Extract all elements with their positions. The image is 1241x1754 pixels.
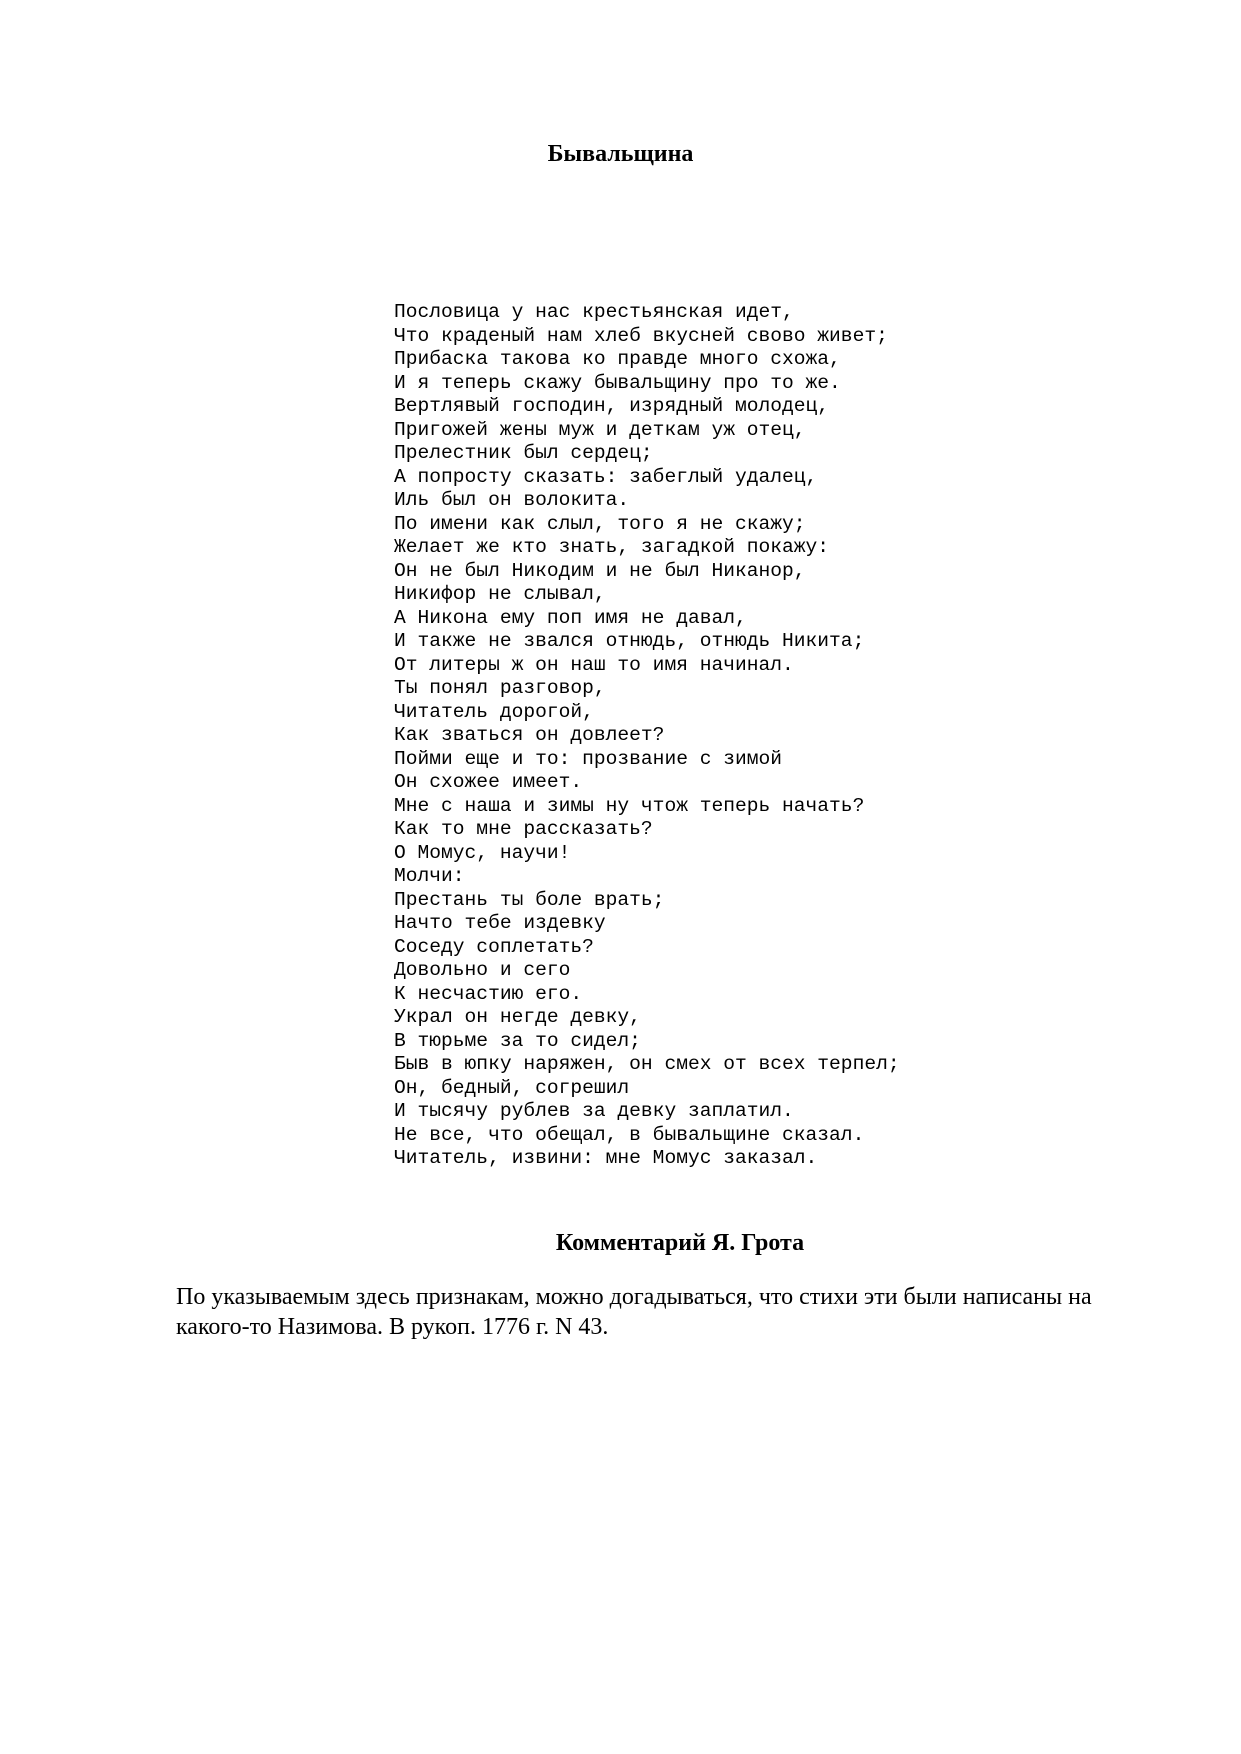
- comment-body: [176, 1282, 1156, 1342]
- poem-line: В тюрьме за то сидел;: [394, 1029, 641, 1052]
- poem-line: Читатель, извини: мне Момус заказал.: [394, 1147, 818, 1169]
- poem-line: Он схожее имеет.: [394, 771, 583, 793]
- poem-line: И тысячу рублев за девку заплатил.: [394, 1100, 794, 1122]
- poem-line: Быв в юпку наряжен, он смех от всех терпел;: [394, 1053, 900, 1075]
- poem-line: Молчи:: [394, 865, 465, 887]
- poem-line: Он, бедный, согрешил: [394, 1076, 630, 1099]
- poem-line: От литеры ж он наш то имя начинал.: [394, 653, 794, 676]
- poem-line: Пригожей жены муж и деткам уж отец,: [394, 418, 806, 441]
- poem-line: Мне с наша и зимы ну чтож теперь начать?: [394, 794, 865, 817]
- comment-line: какого-то Назимова. В рукоп. 1776 г. N 43.: [176, 1314, 609, 1340]
- comment-title: Комментарий Я. Грота: [555, 1230, 805, 1256]
- poem-line: Вертлявый господин, изрядный молодец,: [394, 395, 830, 417]
- poem-line: Украл он негде девку,: [394, 1006, 641, 1028]
- poem-line: Никифор не слывал,: [394, 583, 606, 605]
- poem-text: [394, 301, 900, 1171]
- poem-line: Иль был он волокита.: [394, 489, 630, 511]
- poem-line: Что краденый нам хлеб вкусней свово живет;: [394, 324, 888, 347]
- poem-line: Желает же кто знать, загадкой покажу:: [394, 536, 830, 558]
- poem-line: Начто тебе издевку: [394, 912, 606, 934]
- poem-line: Он не был Никодим и не был Никанор,: [394, 559, 806, 582]
- poem-line: Престань ты боле врать;: [394, 888, 665, 911]
- poem-line: И также не звался отнюдь, отнюдь Никита;: [394, 630, 865, 652]
- poem-title: Бывальщина: [547, 141, 694, 167]
- poem-line: Как зваться он довлеет?: [394, 724, 665, 746]
- poem-line: И я теперь скажу бывальщину про то же.: [394, 371, 841, 394]
- poem-line: Прибаска такова ко правде много схожа,: [394, 348, 841, 370]
- poem-line: Пословица у нас крестьянская идет,: [394, 301, 794, 323]
- poem-line: К несчастию его.: [394, 982, 583, 1005]
- poem-line: Довольно и сего: [394, 959, 571, 981]
- poem-line: О Момус, научи!: [394, 841, 571, 864]
- poem-line: Прелестник был сердец;: [394, 442, 653, 464]
- poem-line: А попросту сказать: забеглый удалец,: [394, 465, 818, 488]
- poem-line: Не все, что обещал, в бывальщине сказал.: [394, 1123, 865, 1146]
- poem-line: По имени как слыл, того я не скажу;: [394, 512, 806, 535]
- comment-line: По указываемым здесь признакам, можно догадываться, что стихи эти были написаны на: [176, 1284, 1092, 1310]
- poem-line: Ты понял разговор,: [394, 677, 606, 699]
- poem-line: Как то мне рассказать?: [394, 818, 653, 840]
- poem-line: А Никона ему поп имя не давал,: [394, 606, 747, 629]
- poem-line: Соседу соплетать?: [394, 935, 594, 958]
- poem-line: Пойми еще и то: прозвание с зимой: [394, 747, 783, 770]
- poem-line: Читатель дорогой,: [394, 700, 594, 723]
